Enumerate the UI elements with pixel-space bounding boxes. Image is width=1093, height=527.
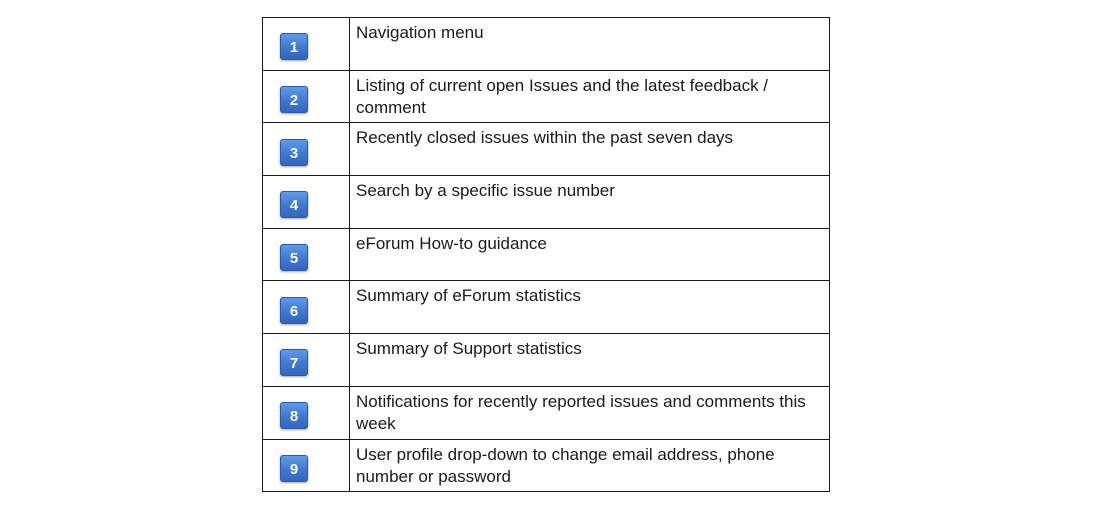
description-cell: Navigation menu <box>350 18 830 71</box>
number-badge: 3 <box>280 139 308 166</box>
description-cell: Summary of eForum statistics <box>350 281 830 334</box>
number-badge: 8 <box>280 402 308 429</box>
badge-cell <box>263 439 350 492</box>
legend-row <box>263 70 830 123</box>
number-badge: 9 <box>280 455 308 482</box>
badge-cell <box>263 334 350 387</box>
description-cell: Listing of current open Issues and the latest feedback / comment <box>350 70 830 123</box>
legend-row <box>263 439 830 492</box>
number-badge: 6 <box>280 297 308 324</box>
badge-cell <box>263 18 350 71</box>
description-cell: Search by a specific issue number <box>350 176 830 229</box>
legend-row <box>263 281 830 334</box>
number-badge: 5 <box>280 244 308 271</box>
number-badge: 1 <box>280 33 308 60</box>
description-cell: Notifications for recently reported issues and comments this week <box>350 386 830 439</box>
number-badge: 4 <box>280 191 308 218</box>
badge-cell <box>263 176 350 229</box>
badge-cell <box>263 281 350 334</box>
badge-cell <box>263 70 350 123</box>
legend-row <box>263 334 830 387</box>
description-cell: Recently closed issues within the past seven days <box>350 123 830 176</box>
legend-row <box>263 18 830 71</box>
description-cell: User profile drop-down to change email address, phone number or password <box>350 439 830 492</box>
badge-cell <box>263 228 350 281</box>
legend-row <box>263 386 830 439</box>
number-badge: 2 <box>280 86 308 113</box>
description-cell: eForum How-to guidance <box>350 228 830 281</box>
legend-table <box>262 17 830 492</box>
number-badge: 7 <box>280 349 308 376</box>
badge-cell <box>263 386 350 439</box>
legend-row <box>263 176 830 229</box>
legend-row <box>263 228 830 281</box>
legend-row <box>263 123 830 176</box>
description-cell: Summary of Support statistics <box>350 334 830 387</box>
badge-cell <box>263 123 350 176</box>
